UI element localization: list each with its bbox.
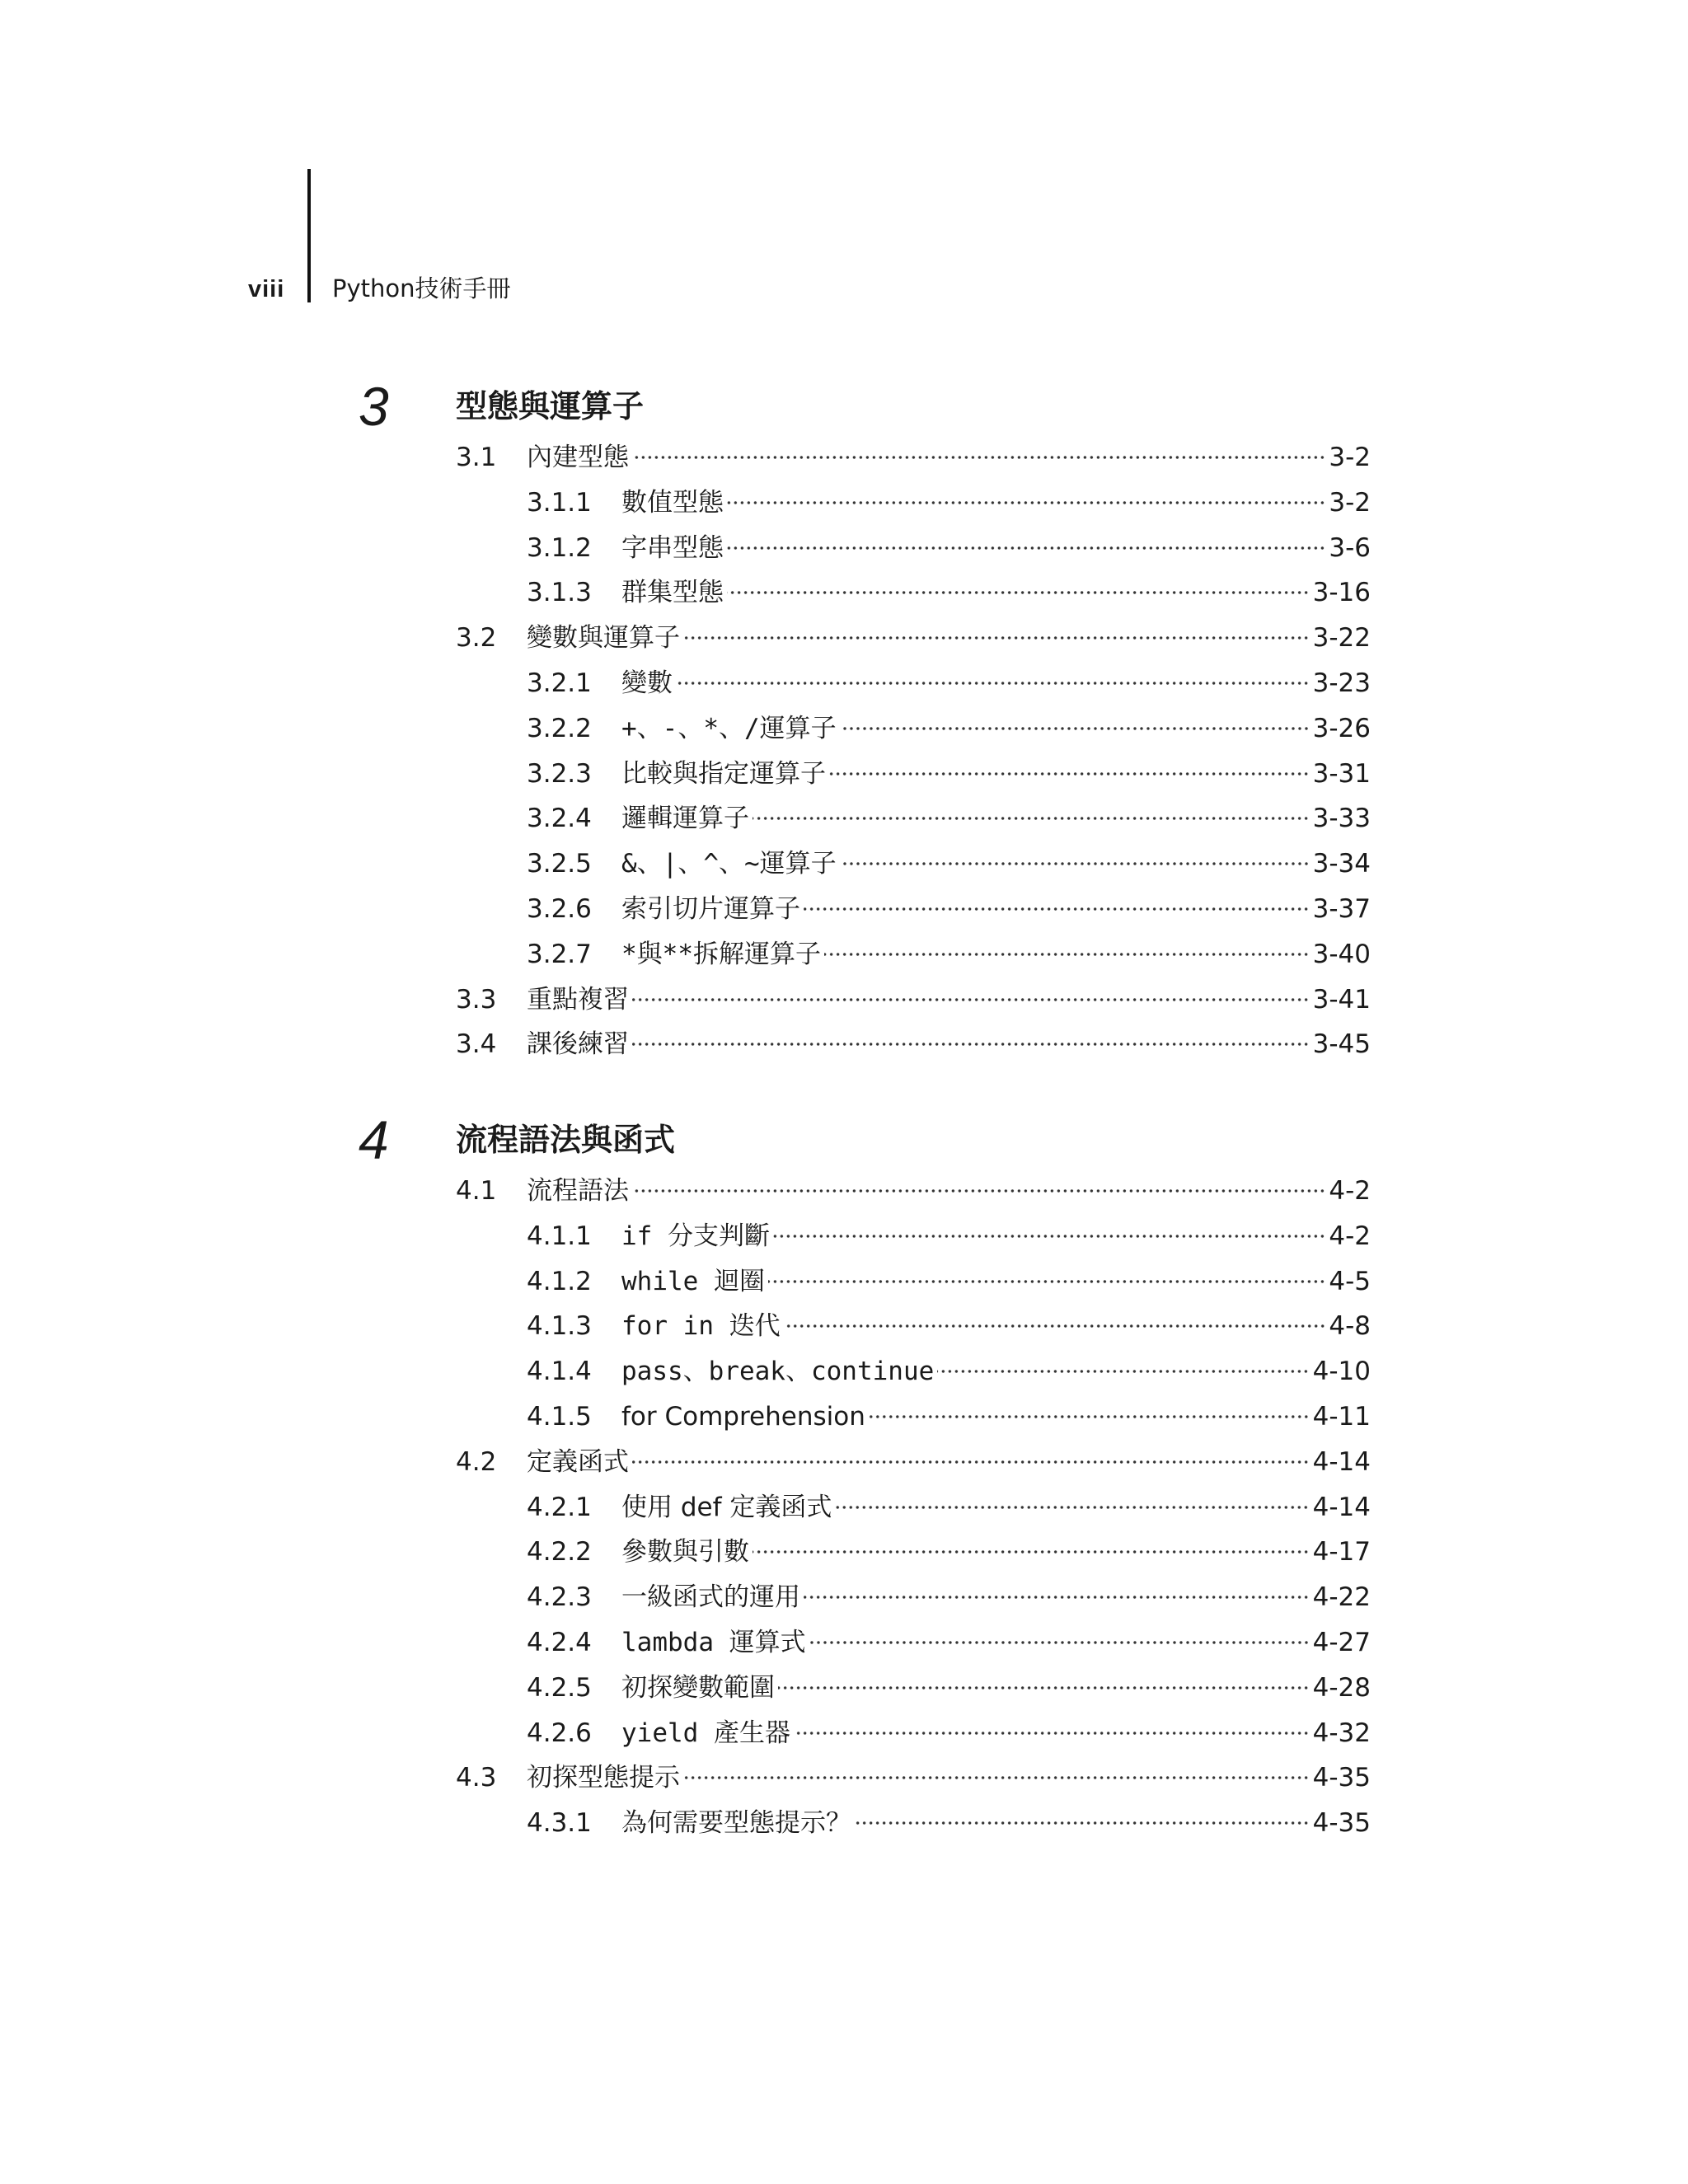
- dot-leader: [855, 1821, 1310, 1825]
- section-number: 3.1.3: [527, 578, 592, 608]
- toc-entry[interactable]: [456, 1304, 1371, 1349]
- page-reference: 4-10: [1312, 1357, 1371, 1387]
- book-title: Python技術手冊: [332, 274, 511, 302]
- section-title: 變數: [621, 668, 673, 698]
- page-reference: 4-17: [1312, 1537, 1371, 1568]
- section-number: 4.2.2: [527, 1537, 592, 1568]
- section-title: &、|、^、~運算子: [621, 849, 837, 879]
- page-reference: 3-33: [1312, 804, 1371, 834]
- dot-leader: [773, 1235, 1325, 1238]
- section-number: 3.2.3: [527, 758, 592, 789]
- dot-leader: [753, 817, 1310, 820]
- section-title: 初探型態提示: [527, 1763, 680, 1793]
- dot-leader: [676, 682, 1310, 685]
- toc-entry[interactable]: [456, 1485, 1371, 1530]
- section-number: 3.1: [456, 443, 497, 472]
- section-title: 使用 def 定義函式: [621, 1492, 832, 1522]
- page-reference: 4-11: [1312, 1401, 1371, 1432]
- toc-entry[interactable]: [456, 1169, 1371, 1214]
- section-number: 4.1.4: [527, 1357, 592, 1387]
- dot-leader: [753, 1550, 1310, 1554]
- section-title: lambda 運算式: [621, 1627, 806, 1657]
- page-reference: 4-32: [1312, 1718, 1371, 1748]
- toc-entry[interactable]: [456, 1259, 1371, 1305]
- page-reference: 3-37: [1312, 893, 1371, 924]
- page-reference: 3-31: [1312, 758, 1371, 789]
- dot-leader: [840, 862, 1310, 865]
- dot-leader: [632, 456, 1325, 459]
- section-number: 3.2.4: [527, 804, 592, 834]
- toc-entry[interactable]: [456, 435, 1371, 480]
- toc-entry[interactable]: [456, 526, 1371, 571]
- dot-leader: [778, 1686, 1310, 1690]
- dot-leader: [829, 772, 1310, 776]
- section-title: 重點複習: [527, 984, 629, 1015]
- section-title: if 分支判斷: [621, 1221, 770, 1251]
- toc-entry[interactable]: [456, 661, 1371, 706]
- header-divider: [307, 169, 311, 302]
- section-number: 4.1: [456, 1176, 497, 1206]
- toc-entry[interactable]: [456, 1801, 1371, 1846]
- toc-entry[interactable]: [456, 706, 1371, 752]
- page-reference: 3-22: [1312, 623, 1371, 654]
- section-number: 4.2.6: [527, 1718, 592, 1748]
- dot-leader: [727, 591, 1310, 594]
- section-title: 群集型態: [621, 578, 724, 608]
- page-reference: 3-41: [1312, 984, 1371, 1015]
- dot-leader: [824, 953, 1310, 956]
- section-number: 3.3: [456, 984, 497, 1015]
- dot-leader: [804, 1596, 1310, 1599]
- chapter-title: 流程語法與函式: [456, 1121, 676, 1158]
- toc-entry[interactable]: [456, 616, 1371, 661]
- section-number: 4.2.5: [527, 1672, 592, 1703]
- section-title: 內建型態: [527, 443, 629, 472]
- section-number: 4.1.3: [527, 1311, 592, 1342]
- section-number: 4.2.4: [527, 1627, 592, 1657]
- page-reference: 4-22: [1312, 1582, 1371, 1613]
- page-reference: 3-40: [1312, 939, 1371, 969]
- toc-entry[interactable]: [456, 1711, 1371, 1756]
- dot-leader: [937, 1370, 1309, 1373]
- toc-entry[interactable]: [456, 796, 1371, 841]
- section-title: 課後練習: [527, 1029, 629, 1060]
- dot-leader: [727, 501, 1325, 504]
- section-title: *與**拆解運算子: [621, 939, 821, 969]
- dot-leader: [632, 1043, 1310, 1046]
- toc-entry[interactable]: [456, 841, 1371, 887]
- section-title: while 迴圈: [621, 1266, 765, 1296]
- dot-leader: [632, 1189, 1325, 1193]
- page-reference: 4-35: [1312, 1763, 1371, 1793]
- toc-entry[interactable]: [456, 480, 1371, 526]
- section-number: 3.1.1: [527, 487, 592, 518]
- section-title: for Comprehension: [621, 1401, 865, 1432]
- section-number: 3.2.5: [527, 849, 592, 879]
- section-title: 邏輯運算子: [621, 804, 749, 834]
- dot-leader: [727, 546, 1325, 550]
- section-title: 一級函式的運用: [621, 1582, 800, 1613]
- page-reference: 4-35: [1312, 1808, 1371, 1839]
- dot-leader: [809, 1641, 1310, 1644]
- page-reference: 3-16: [1312, 578, 1371, 608]
- section-title: +、-、*、/運算子: [621, 713, 837, 743]
- section-number: 3.1.2: [527, 532, 592, 563]
- section-number: 3.4: [456, 1029, 497, 1060]
- section-title: yield 產生器: [621, 1718, 790, 1748]
- page-reference: 4-8: [1329, 1311, 1371, 1342]
- section-title: 初探變數範圍: [621, 1672, 775, 1703]
- dot-leader: [840, 727, 1310, 730]
- toc-list: [456, 1169, 1371, 1846]
- section-title: pass、break、continue: [621, 1357, 935, 1387]
- chapter-number: 4: [359, 1109, 389, 1170]
- page-reference: 4-5: [1329, 1266, 1371, 1296]
- section-number: 4.2.3: [527, 1582, 592, 1613]
- section-number: 3.2.2: [527, 713, 592, 743]
- section-number: 4.3: [456, 1763, 497, 1793]
- page-reference: 3-34: [1312, 849, 1371, 879]
- section-number: 4.1.5: [527, 1401, 592, 1432]
- page-reference: 3-45: [1312, 1029, 1371, 1060]
- dot-leader: [632, 998, 1310, 1001]
- section-number: 3.2: [456, 623, 497, 654]
- toc-entry[interactable]: [456, 1666, 1371, 1711]
- page-reference: 4-2: [1329, 1221, 1371, 1251]
- toc-entry[interactable]: [456, 1349, 1371, 1394]
- section-number: 3.2.6: [527, 893, 592, 924]
- section-title: 參數與引數: [621, 1537, 749, 1568]
- toc-entry[interactable]: [456, 1530, 1371, 1575]
- page-reference: 3-2: [1329, 487, 1371, 518]
- section-title: 索引切片運算子: [621, 893, 800, 924]
- toc-entry[interactable]: [456, 1620, 1371, 1666]
- page-reference: 4-28: [1312, 1672, 1371, 1703]
- toc-entry[interactable]: [456, 1394, 1371, 1440]
- section-title: 比較與指定運算子: [621, 758, 826, 789]
- page-reference: 4-14: [1312, 1492, 1371, 1522]
- page-reference: 3-26: [1312, 713, 1371, 743]
- page-number: viii: [248, 276, 285, 302]
- toc-entry[interactable]: [456, 1440, 1371, 1485]
- page-reference: 3-6: [1329, 532, 1371, 563]
- dot-leader: [794, 1732, 1310, 1735]
- dot-leader: [632, 1460, 1310, 1464]
- section-title: 數值型態: [621, 487, 724, 518]
- dot-leader: [768, 1280, 1325, 1283]
- dot-leader: [683, 636, 1310, 640]
- toc-entry[interactable]: [456, 1755, 1371, 1801]
- toc-entry[interactable]: [456, 932, 1371, 977]
- section-number: 4.3.1: [527, 1808, 592, 1839]
- section-title: 變數與運算子: [527, 623, 680, 654]
- dot-leader: [683, 1776, 1310, 1779]
- toc-entry[interactable]: [456, 1214, 1371, 1259]
- page-reference: 4-2: [1329, 1176, 1371, 1206]
- toc-list: [456, 435, 1371, 1067]
- dot-leader: [869, 1415, 1310, 1418]
- dot-leader: [835, 1506, 1309, 1509]
- page-reference: 4-14: [1312, 1446, 1371, 1477]
- toc-entry[interactable]: [456, 1022, 1371, 1067]
- toc-entry[interactable]: [456, 977, 1371, 1023]
- section-title: 為何需要型態提示？: [621, 1808, 851, 1839]
- section-title: 流程語法: [527, 1176, 629, 1206]
- section-title: 定義函式: [527, 1446, 629, 1477]
- page-reference: 3-2: [1329, 443, 1371, 472]
- page-reference: 3-23: [1312, 668, 1371, 698]
- section-number: 3.2.1: [527, 668, 592, 698]
- section-number: 4.1.1: [527, 1221, 592, 1251]
- page-reference: 4-27: [1312, 1627, 1371, 1657]
- toc-entry[interactable]: [456, 1575, 1371, 1620]
- section-number: 3.2.7: [527, 939, 592, 969]
- section-title: 字串型態: [621, 532, 724, 563]
- section-title: for in 迭代: [621, 1311, 781, 1342]
- dot-leader: [804, 907, 1310, 911]
- toc-entry[interactable]: [456, 887, 1371, 932]
- section-number: 4.2: [456, 1446, 497, 1477]
- toc-entry[interactable]: [456, 570, 1371, 616]
- section-number: 4.2.1: [527, 1492, 592, 1522]
- toc-entry[interactable]: [456, 752, 1371, 797]
- dot-leader: [784, 1324, 1326, 1328]
- section-number: 4.1.2: [527, 1266, 592, 1296]
- chapter-number: 3: [359, 376, 389, 437]
- chapter-title: 型態與運算子: [456, 387, 645, 424]
